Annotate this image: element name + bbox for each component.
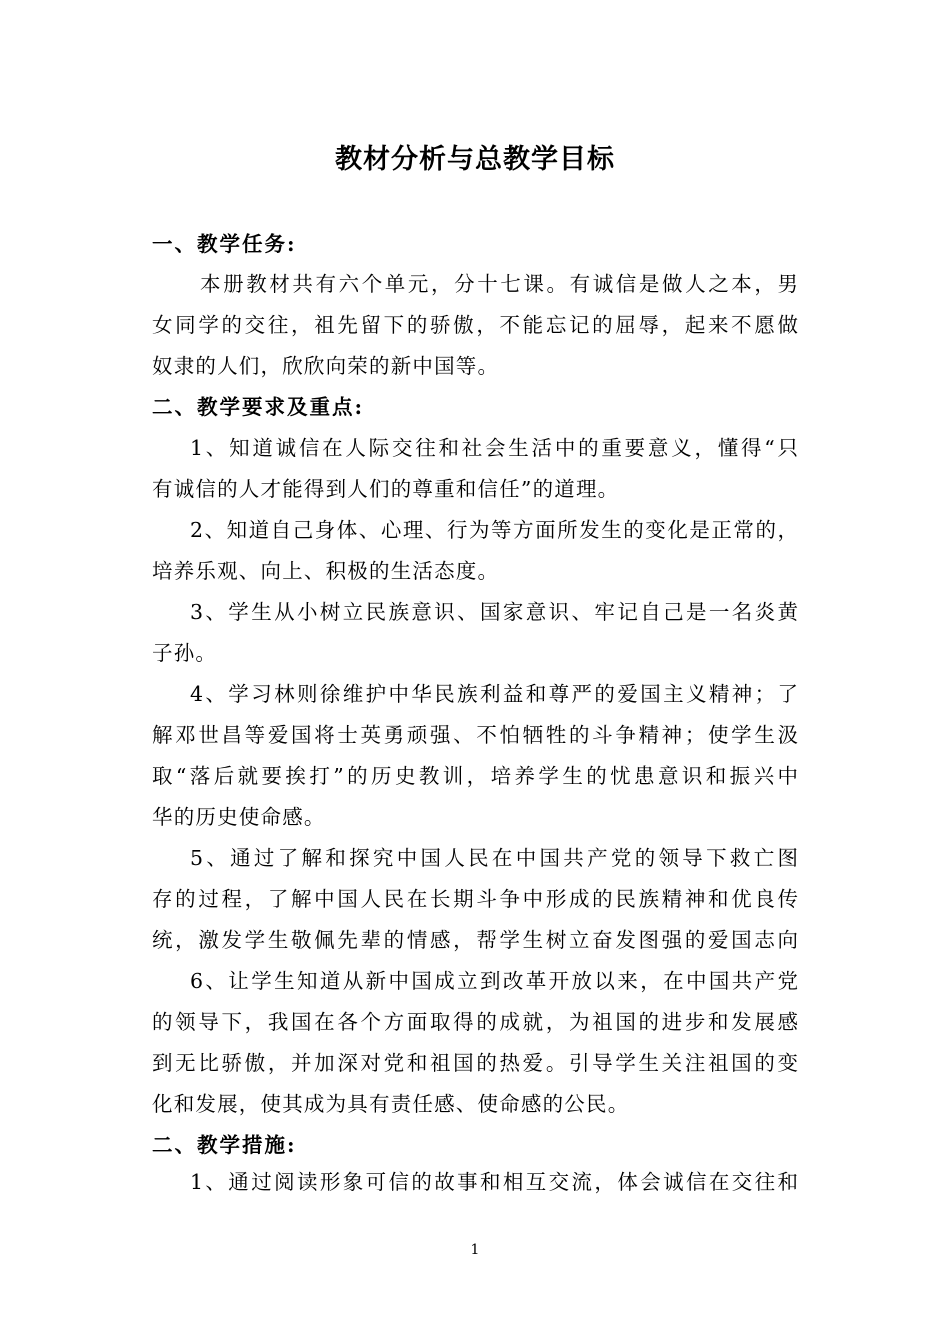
- page-title: 教材分析与总教学目标: [335, 144, 615, 175]
- paragraph-line: 5、通过了解和探究中国人民在中国共产党的领导下救亡图: [190, 846, 798, 870]
- paragraph-line: 化和发展，使其成为具有责任感、使命感的公民。: [152, 1092, 630, 1116]
- paragraph-line: 解邓世昌等爱国将士英勇顽强、不怕牺牲的斗争精神；使学生汲: [152, 723, 798, 747]
- paragraph-line: 本册教材共有六个单元，分十七课。有诚信是做人之本，男: [200, 272, 798, 296]
- paragraph-line: 1、知道诚信在人际交往和社会生活中的重要意义，懂得“只: [190, 436, 798, 460]
- section-heading-teaching-measures: 二、教学措施:: [152, 1133, 297, 1157]
- section-heading-requirements: 二、教学要求及重点:: [152, 395, 365, 419]
- paragraph-line: 6、让学生知道从新中国成立到改革开放以来，在中国共产党: [190, 969, 798, 993]
- paragraph-line: 取“落后就要挨打”的历史教训，培养学生的忧患意识和振兴中: [152, 764, 798, 788]
- paragraph-line: 统，激发学生敬佩先辈的情感，帮学生树立奋发图强的爱国志向: [152, 928, 798, 952]
- paragraph-line: 华的历史使命感。: [152, 805, 326, 829]
- paragraph-line: 2、知道自己身体、心理、行为等方面所发生的变化是正常的，: [190, 518, 798, 542]
- paragraph-line: 子孙。: [152, 641, 218, 665]
- paragraph-line: 1、通过阅读形象可信的故事和相互交流，体会诚信在交往和: [190, 1170, 798, 1194]
- paragraph-line: 的领导下，我国在各个方面取得的成就，为祖国的进步和发展感: [152, 1010, 798, 1034]
- paragraph-line: 培养乐观、向上、积极的生活态度。: [152, 559, 500, 583]
- section-heading-teaching-tasks: 一、教学任务:: [152, 232, 297, 256]
- paragraph-line: 3、学生从小树立民族意识、国家意识、牢记自己是一名炎黄: [190, 600, 798, 624]
- paragraph-line: 到无比骄傲，并加深对党和祖国的热爱。引导学生关注祖国的变: [152, 1051, 798, 1075]
- paragraph-line: 4、学习林则徐维护中华民族利益和尊严的爱国主义精神；了: [190, 682, 798, 706]
- paragraph-line: 奴隶的人们，欣欣向荣的新中国等。: [152, 354, 500, 378]
- paragraph-line: 有诚信的人才能得到人们的尊重和信任”的道理。: [152, 477, 620, 501]
- paragraph-line: 女同学的交往，祖先留下的骄傲，不能忘记的屈辱，起来不愿做: [152, 313, 798, 337]
- page-number: 1: [470, 1242, 480, 1258]
- paragraph-line: 存的过程，了解中国人民在长期斗争中形成的民族精神和优良传: [152, 887, 798, 911]
